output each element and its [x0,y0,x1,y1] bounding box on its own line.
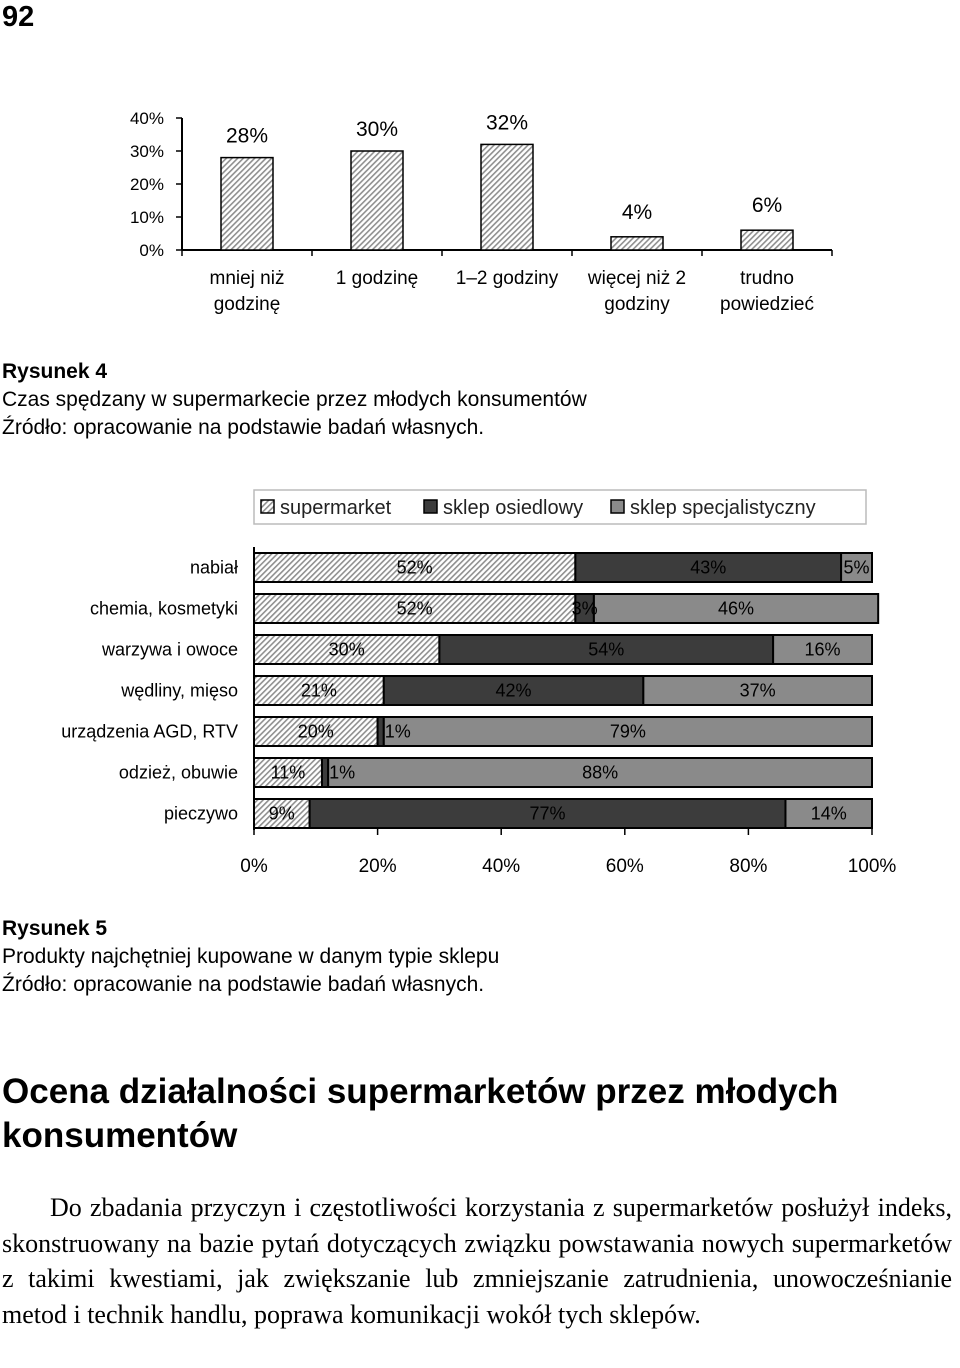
figure-5-source: Źródło: opracowanie na podstawie badań własnych. [2,973,485,996]
category-label: nabiał [189,557,238,578]
bar [481,144,533,250]
data-label: 4% [621,200,653,224]
x-tick-label: 0% [240,856,268,877]
data-label: 30% [355,118,399,141]
legend [254,490,866,524]
data-label: 1% [384,721,411,742]
figure-4-title: Rysunek 4 [2,360,108,383]
data-label: 28% [225,124,269,148]
x-category-label: więcej niż 2 [587,268,687,289]
x-category-label: 1–2 godziny [455,268,559,289]
figure-5-description: Produkty najchętniej kupowane w danym typie sklepu [2,945,500,968]
data-label: 77% [529,803,566,824]
data-label: 79% [609,721,646,742]
figure-5-title: Rysunek 5 [2,917,108,940]
data-label: 3% [571,598,598,619]
x-tick-label: 100% [847,856,897,877]
x-category-label: powiedzieć [720,294,814,315]
x-category-label: godziny [604,294,670,315]
x-category-label: 1 godzinę [335,268,419,289]
data-label: 46% [718,598,755,619]
data-label: 11% [270,762,306,783]
data-label: 21% [300,680,337,701]
data-label: 1% [329,762,356,783]
x-category-label: trudno [740,268,794,289]
figure-4-source: Źródło: opracowanie na podstawie badań własnych. [2,416,485,439]
body-text [2,1190,952,1332]
data-label: 42% [495,680,532,701]
category-label: chemia, kosmetyki [89,598,238,619]
data-label: 52% [396,557,433,578]
data-label: 16% [804,639,841,660]
data-label: 32% [485,111,529,135]
x-tick-label: 20% [358,856,397,877]
figure-4-description: Czas spędzany w supermarkecie przez młodych konsumentów [2,388,587,411]
legend-item-sklep-specjalistyczny-swatch [611,500,624,513]
data-label: 43% [690,557,727,578]
data-label: 5% [843,557,870,578]
y-tick-label: 20% [129,175,164,194]
y-tick-label: 30% [129,142,164,161]
category-label: pieczywo [163,803,238,824]
bar [351,151,403,250]
time-in-supermarket-chart [0,95,960,330]
data-label: 20% [297,721,334,742]
data-label: 52% [396,598,433,619]
category-label: warzywa i owoce [101,639,238,660]
legend-item-supermarket-label: supermarket [280,497,392,519]
data-label: 9% [268,803,295,824]
data-label: 37% [739,680,776,701]
legend-item-sklep-osiedlowy-swatch [424,500,437,513]
page-number: 92 [2,1,35,33]
x-tick-label: 60% [605,856,644,877]
data-label: 6% [751,194,783,218]
category-label: urządzenia AGD, RTV [61,721,238,742]
data-label: 54% [588,639,625,660]
legend-item-sklep-osiedlowy-label: sklep osiedlowy [443,497,584,519]
data-label: 30% [328,639,365,660]
products-by-store-type-chart [0,485,960,890]
figure-4-caption [2,358,587,442]
y-tick-label: 0% [139,241,164,260]
bar [741,230,793,250]
y-tick-label: 40% [129,109,164,128]
bar [611,237,663,250]
x-tick-label: 40% [482,856,521,877]
x-category-label: godzinę [213,294,281,315]
data-label: 88% [582,762,619,783]
x-category-label: mniej niż [209,268,285,289]
data-label: 14% [810,803,847,824]
section-heading: Ocena działalności supermarketów przez młodych konsumentów [2,1072,839,1155]
x-tick-label: 80% [729,856,768,877]
body-paragraph: Do zbadania przyczyn i częstotliwości korzystania z supermarketów posłużył indeks, skonstruowany na bazie pytań dotyczących związku powstawania nowych supermarketów z takimi kwestiami, jak zwiększanie lub zmniejszanie zatrudnienia, unowocześnianie metod i technik handlu, poprawa komunikacji wokół tych sklepów. [2,1193,952,1329]
bar [221,158,273,250]
legend-item-supermarket-swatch [261,500,274,513]
y-tick-label: 10% [129,208,164,227]
legend-item-sklep-specjalistyczny-label: sklep specjalistyczny [630,497,816,519]
figure-5-caption [2,915,499,999]
category-label: odzież, obuwie [118,762,238,783]
category-label: wędliny, mięso [121,680,238,701]
